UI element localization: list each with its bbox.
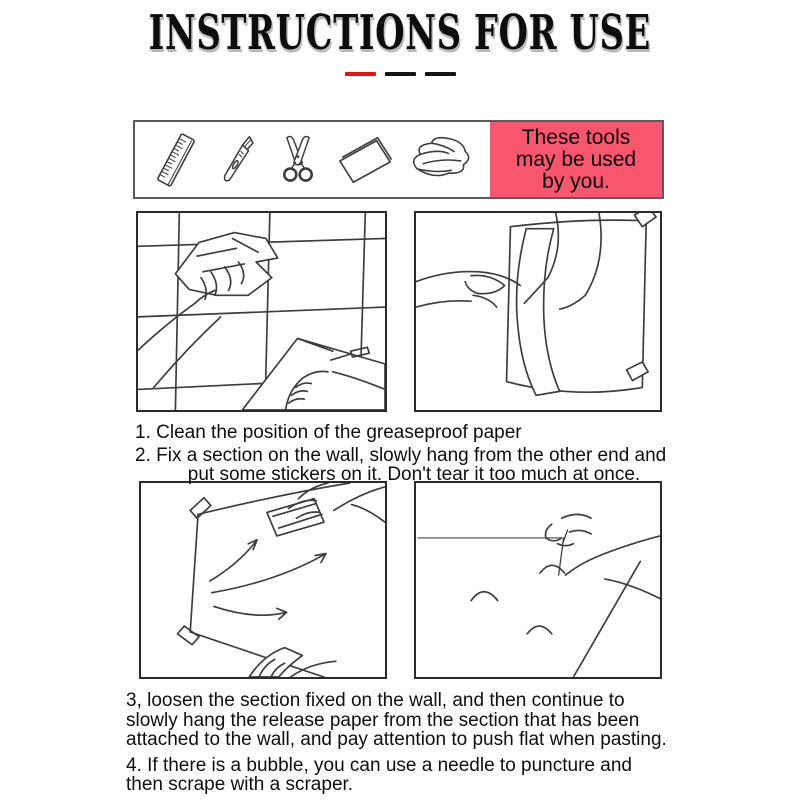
steps-3-4-text xyxy=(126,691,726,795)
step-3-line: 3, loosen the section fixed on the wall, and then continue to xyxy=(126,690,625,711)
illustration-hang-sheet xyxy=(414,211,662,412)
cloth-icon xyxy=(407,131,475,189)
scissors-icon xyxy=(274,128,322,192)
divider-dash-black xyxy=(425,72,456,76)
illustration-clean-wall xyxy=(136,211,387,412)
step-2-line: put some stickers on it. Don't tear it too much at once. xyxy=(187,464,641,485)
clean-wall-drawing xyxy=(138,213,385,410)
page-title-text: INSTRUCTIONS FOR USE xyxy=(148,5,652,61)
divider-dash-black xyxy=(385,72,416,76)
puncture-bubble-drawing xyxy=(416,483,660,677)
hang-sheet-drawing xyxy=(416,213,660,410)
step-3-line: slowly hang the release paper from the section that has been xyxy=(126,709,640,731)
steps-1-2-text xyxy=(135,423,693,485)
tools-note-line: by you. xyxy=(542,169,610,193)
title-divider xyxy=(0,72,800,76)
tools-note-line: may be used xyxy=(515,147,637,171)
tools-icon-strip xyxy=(135,122,490,197)
step-4-line: then scrape with a scraper. xyxy=(126,774,354,795)
tools-note-line: These tools xyxy=(521,125,631,149)
step-3-line: attached to the wall, and pay attention to push flat when pasting. xyxy=(126,729,667,750)
ruler-icon xyxy=(150,128,202,192)
step-4-line: 4. If there is a bubble, you can use a needle to puncture and xyxy=(126,754,632,776)
divider-dash-red xyxy=(345,72,376,76)
illustration-push-flat xyxy=(139,481,387,679)
push-flat-drawing xyxy=(141,483,385,677)
scraper-icon xyxy=(334,130,396,190)
step-1-line: 1. Clean the position of the greaseproof paper xyxy=(135,422,522,443)
illustration-puncture-bubble xyxy=(414,481,662,679)
page-title xyxy=(0,5,800,61)
utility-knife-icon xyxy=(213,128,263,192)
tools-box xyxy=(133,120,664,199)
step-2-line: 2. Fix a section on the wall, slowly hang from the other end and xyxy=(135,444,667,466)
tools-note xyxy=(490,122,662,197)
